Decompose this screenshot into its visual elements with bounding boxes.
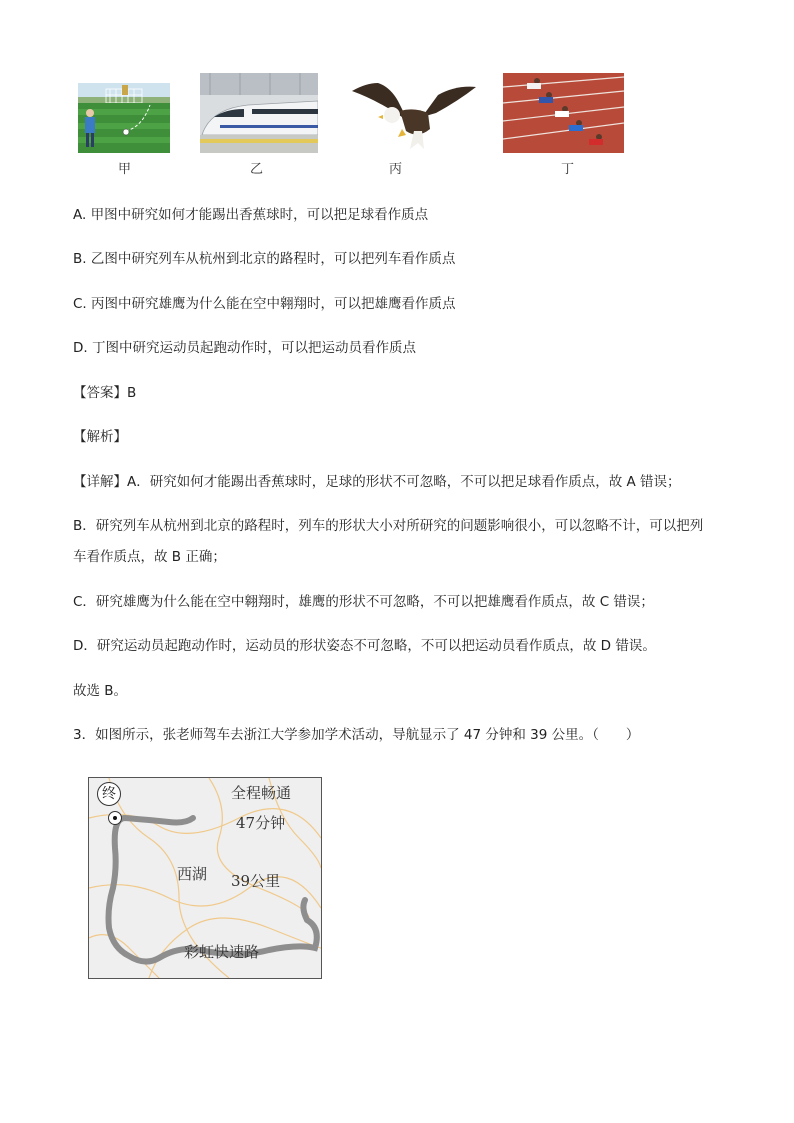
detail-a-text: A．研究如何才能踢出香蕉球时，足球的形状不可忽略，不可以把足球看作质点，故 A 错误； bbox=[127, 474, 681, 490]
detail-b-line2: 车看作质点，故 B 正确； bbox=[73, 549, 226, 565]
figure-caption-ding: 丁 bbox=[561, 162, 575, 177]
map-label-west-lake: 西湖 bbox=[177, 865, 208, 883]
figure-jia-soccer bbox=[78, 83, 170, 153]
analysis-label: 【解析】 bbox=[73, 429, 127, 445]
figure-caption-bing: 丙 bbox=[389, 162, 403, 177]
figure-yi-train bbox=[200, 73, 318, 153]
detail-b-line1: B．研究列车从杭州到北京的路程时，列车的形状大小对所研究的问题影响很小，可以忽略不计，可以把列 bbox=[73, 518, 704, 534]
detail-d: D．研究运动员起跑动作时，运动员的形状姿态不可忽略，不可以把运动员看作质点，故 D 错误。 bbox=[73, 638, 656, 654]
detail-a bbox=[73, 472, 681, 492]
navigation-map bbox=[88, 777, 322, 979]
detail-label: 【详解】 bbox=[73, 474, 127, 490]
map-label-road: 彩虹快速路 bbox=[184, 943, 260, 961]
route-time: 47分钟 bbox=[236, 814, 286, 832]
route-status: 全程畅通 bbox=[231, 784, 292, 802]
detail-conclusion: 故选 B。 bbox=[73, 683, 128, 699]
answer-label: 【答案】 bbox=[73, 385, 127, 401]
route-distance: 39公里 bbox=[231, 872, 281, 890]
question-3: 3．如图所示，张老师驾车去浙江大学参加学术活动，导航显示了 47 分钟和 39 公里。（ ） bbox=[73, 727, 640, 743]
location-pin-icon bbox=[108, 811, 122, 825]
figure-bing-eagle bbox=[352, 79, 476, 151]
figure-ding-sprinters bbox=[503, 73, 624, 153]
option-c: C. 丙图中研究雄鹰为什么能在空中翱翔时，可以把雄鹰看作质点 bbox=[73, 296, 456, 312]
end-marker-label: 终 bbox=[102, 786, 116, 802]
figure-caption-yi: 乙 bbox=[250, 162, 264, 177]
answer-value: B bbox=[127, 385, 137, 401]
detail-c: C．研究雄鹰为什么能在空中翱翔时，雄鹰的形状不可忽略，不可以把雄鹰看作质点，故 C 错误； bbox=[73, 594, 654, 610]
end-marker-icon bbox=[97, 782, 121, 806]
option-b: B. 乙图中研究列车从杭州到北京的路程时，可以把列车看作质点 bbox=[73, 251, 456, 267]
option-a: A. 甲图中研究如何才能踢出香蕉球时，可以把足球看作质点 bbox=[73, 207, 429, 223]
option-d: D. 丁图中研究运动员起跑动作时，可以把运动员看作质点 bbox=[73, 340, 416, 356]
figure-caption-jia: 甲 bbox=[118, 162, 132, 177]
answer-line bbox=[73, 383, 136, 403]
